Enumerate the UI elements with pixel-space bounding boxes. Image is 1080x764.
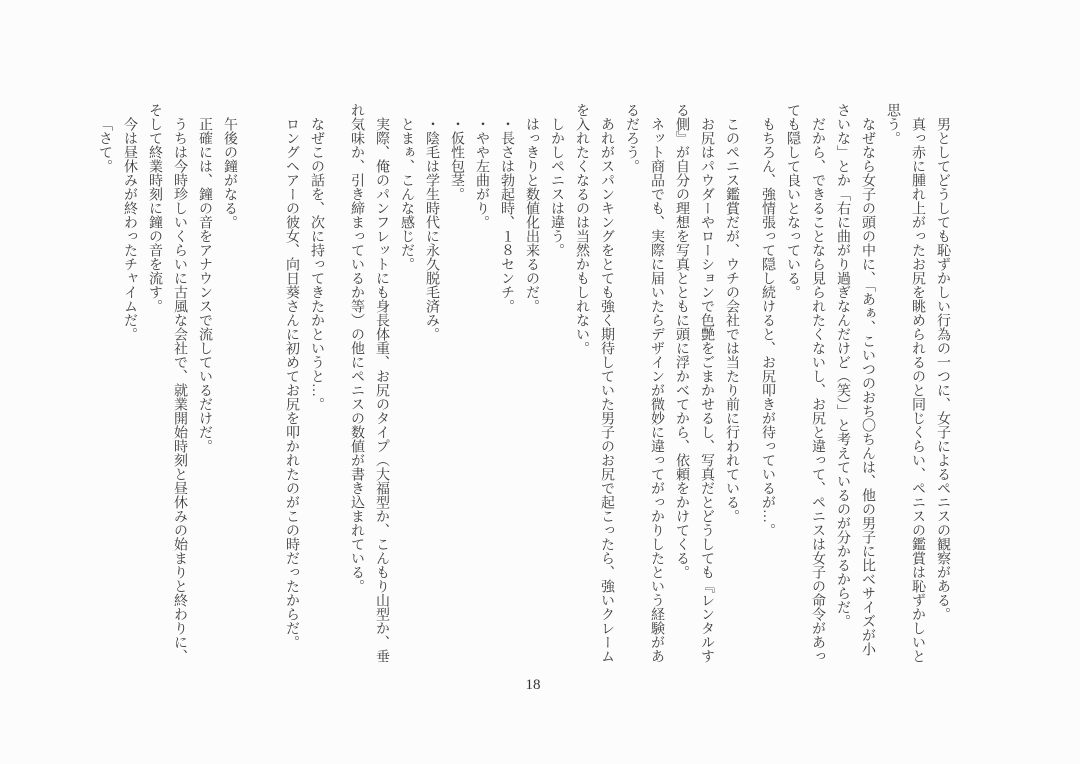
paragraph: もちろん、強情張って隠し続けると、お尻叩きが待っているが…。 [760,117,775,537]
paragraph: 今は昼休みが終わったチャイムだ。 [122,117,137,341]
paragraph: ・やや左曲がり。 [474,117,489,229]
paragraph: 真っ赤に腫れ上がったお尻を眺められるのと同じくらい、ペニスの鑑賞は恥ずかしいと思う。 [885,103,925,663]
paragraph: だから、できることなら見られたくないし、お尻と違って、ペニスは女子の命令があっても隠して良いとなっている。 [785,103,825,663]
paragraph: 男としてどうしても恥ずかしい行為の一つに、女子によるペニスの観察がある。 [935,117,950,621]
vertical-text-block [92,103,955,663]
paragraph: うちは今時珍しいくらいに古風な会社で、就業開始時刻と昼休みの始まりと終わりに、そして終業時刻に鐘の音を流す。 [147,103,187,663]
paragraph: はっきりと数値化出来るのだ。 [524,117,539,313]
page-number: 18 [525,677,541,693]
paragraph: ・仮性包茎。 [449,117,464,201]
paragraph: あれがスパンキングをとても強く期待していた男子のお尻で起こったら、強いクレームを入れたくなるのは当然かもしれない。 [574,103,614,663]
paragraph: しかしペニスは違う。 [549,117,564,257]
paragraph: 「さて。 [97,117,112,173]
paragraph: 実際、俺のパンフレットにも身長体重、お尻のタイプ（大福型か、こんもり山型か、垂れ気味か、引き締まっているか等）の他にペニスの数値が書き込まれている。 [349,103,389,663]
paragraph: このペニス鑑賞だが、ウチの会社では当たり前に行われている。 [724,117,739,523]
paragraph: とまぁ、こんな感じだ。 [399,117,414,271]
paragraph: なぜなら女子の頭の中に、「あぁ、こいつのおち〇ちんは、他の男子に比べサイズが小さいな」とか「右に曲がり過ぎなんだけど（笑）」と考えているのが分かるからだ。 [835,103,875,656]
paragraph: ネット商品でも、実際に届いたらデザインが微妙に違ってがっかりしたという経験があるだろう。 [624,103,664,663]
paragraph: 正確には、鐘の音をアナウンスで流しているだけだ。 [197,117,212,453]
paragraph: ・長さは勃起時、１８センチ。 [499,117,514,313]
paragraph: 午後の鐘がなる。 [222,117,237,229]
paragraph: なぜこの話を、次に持ってきたかというと…。 [309,117,324,411]
paragraph: お尻はパウダーやローションで色艶をごまかせるし、写真だとどうしても『レンタルする側』が自分の理想を写真とともに頭に浮かべてから、依頼をかけてくる。 [674,103,714,663]
paragraph: ロングヘアーの彼女、向日葵さんに初めてお尻を叩かれたのがこの時だったからだ。 [284,117,299,649]
paragraph: ・陰毛は学生時代に永久脱毛済み。 [424,117,439,341]
